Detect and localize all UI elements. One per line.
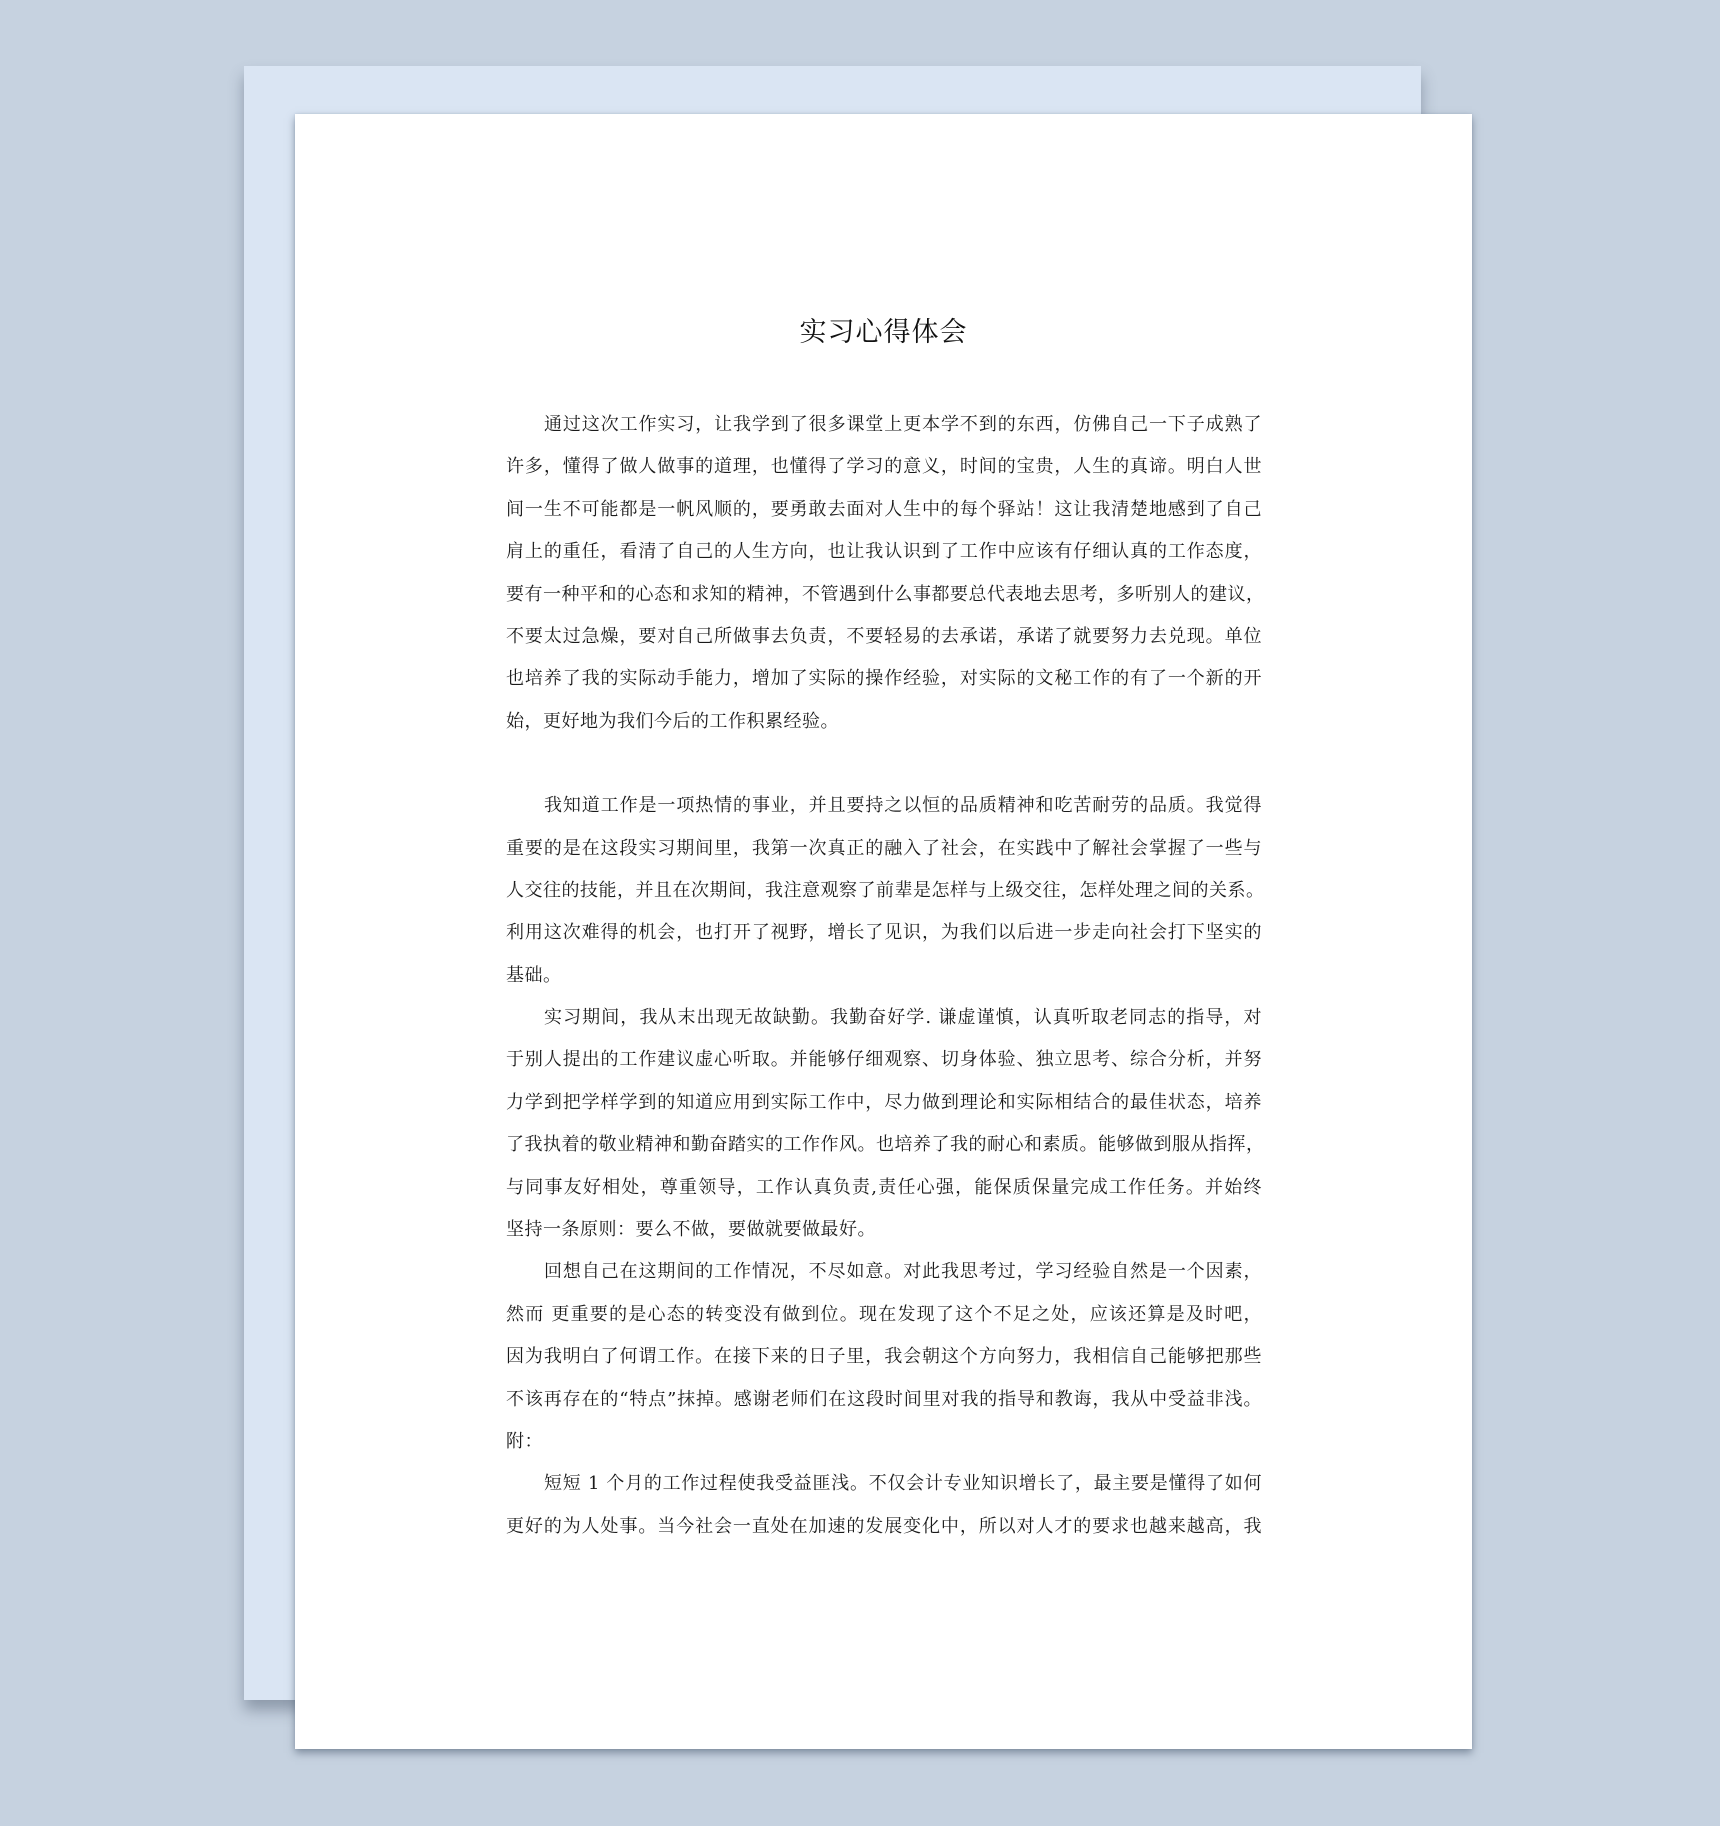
text-line: 然而 更重要的是心态的转变没有做到位。现在发现了这个不足之处，应该还算是及时吧， — [506, 1303, 1262, 1325]
text-line: 因为我明白了何谓工作。在接下来的日子里，我会朝这个方向努力，我相信自己能够把那些 — [506, 1346, 1262, 1368]
paragraph — [506, 1251, 1262, 1463]
text-line: 更好的为人处事。当今社会一直处在加速的发展变化中，所以对人才的要求也越来越高，我 — [506, 1515, 1262, 1537]
text-line: 肩上的重任，看清了自己的人生方向，也让我认识到了工作中应该有仔细认真的工作态度， — [506, 541, 1262, 563]
text-line: 基础。 — [506, 964, 562, 986]
paragraph — [506, 404, 1265, 743]
text-line: 附： — [506, 1430, 543, 1452]
text-line: 要有一种平和的心态和求知的精神，不管遇到什么事都要总代表地去思考，多听别人的建议， — [506, 583, 1265, 605]
text-line: 实习期间，我从末出现无故缺勤。我勤奋好学. 谦虚谨慎，认真听取老同志的指导，对 — [544, 1007, 1262, 1029]
document-title: 实习心得体会 — [799, 317, 968, 348]
text-line: 始，更好地为我们今后的工作积累经验。 — [506, 710, 839, 732]
document-body — [506, 404, 1265, 1548]
text-line: 不该再存在的“特点”抹掉。感谢老师们在这段时间里对我的指导和教诲，我从中受益非浅。 — [506, 1388, 1262, 1410]
paragraph-spacer — [506, 743, 1262, 785]
text-line: 也培养了我的实际动手能力，增加了实际的操作经验，对实际的文秘工作的有了一个新的开 — [506, 668, 1262, 690]
text-line: 通过这次工作实习，让我学到了很多课堂上更本学不到的东西，仿佛自己一下子成熟了 — [544, 414, 1262, 435]
document-page — [295, 114, 1472, 1749]
text-line: 与同事友好相处，尊重领导，工作认真负责,责任心强，能保质保量完成工作任务。并始终 — [506, 1176, 1262, 1198]
text-line: 了我执着的敬业精神和勤奋踏实的工作作风。也培养了我的耐心和素质。能够做到服从指挥， — [506, 1134, 1265, 1156]
text-line: 于别人提出的工作建议虚心听取。并能够仔细观察、切身体验、独立思考、综合分析，并努 — [506, 1049, 1262, 1071]
paragraph — [506, 997, 1265, 1251]
text-line: 不要太过急燥，要对自己所做事去负责，不要轻易的去承诺，承诺了就要努力去兑现。单位 — [506, 625, 1262, 647]
text-line: 人交往的技能，并且在次期间，我注意观察了前辈是怎样与上级交往，怎样处理之间的关系。 — [506, 879, 1265, 901]
text-line: 许多，懂得了做人做事的道理，也懂得了学习的意义，时间的宝贵，人生的真谛。明白人世 — [506, 456, 1262, 478]
text-line: 坚持一条原则：要么不做，要做就要做最好。 — [506, 1219, 876, 1241]
text-line: 间一生不可能都是一帆风顺的，要勇敢去面对人生中的每个驿站！这让我清楚地感到了自己 — [506, 498, 1262, 520]
paragraph — [506, 785, 1265, 997]
text-line: 回想自己在这期间的工作情况，不尽如意。对此我思考过，学习经验自然是一个因素， — [544, 1261, 1262, 1283]
paragraph — [506, 1463, 1262, 1548]
text-line: 我知道工作是一项热情的事业，并且要持之以恒的品质精神和吃苦耐劳的品质。我觉得 — [544, 795, 1262, 817]
text-line: 力学到把学样学到的知道应用到实际工作中，尽力做到理论和实际相结合的最佳状态，培养 — [506, 1091, 1262, 1113]
text-line: 利用这次难得的机会，也打开了视野，增长了见识，为我们以后进一步走向社会打下坚实的 — [506, 922, 1262, 944]
text-line: 重要的是在这段实习期间里，我第一次真正的融入了社会，在实践中了解社会掌握了一些与 — [506, 837, 1262, 859]
text-line: 短短 1 个月的工作过程使我受益匪浅。不仅会计专业知识增长了，最主要是懂得了如何 — [544, 1473, 1262, 1495]
